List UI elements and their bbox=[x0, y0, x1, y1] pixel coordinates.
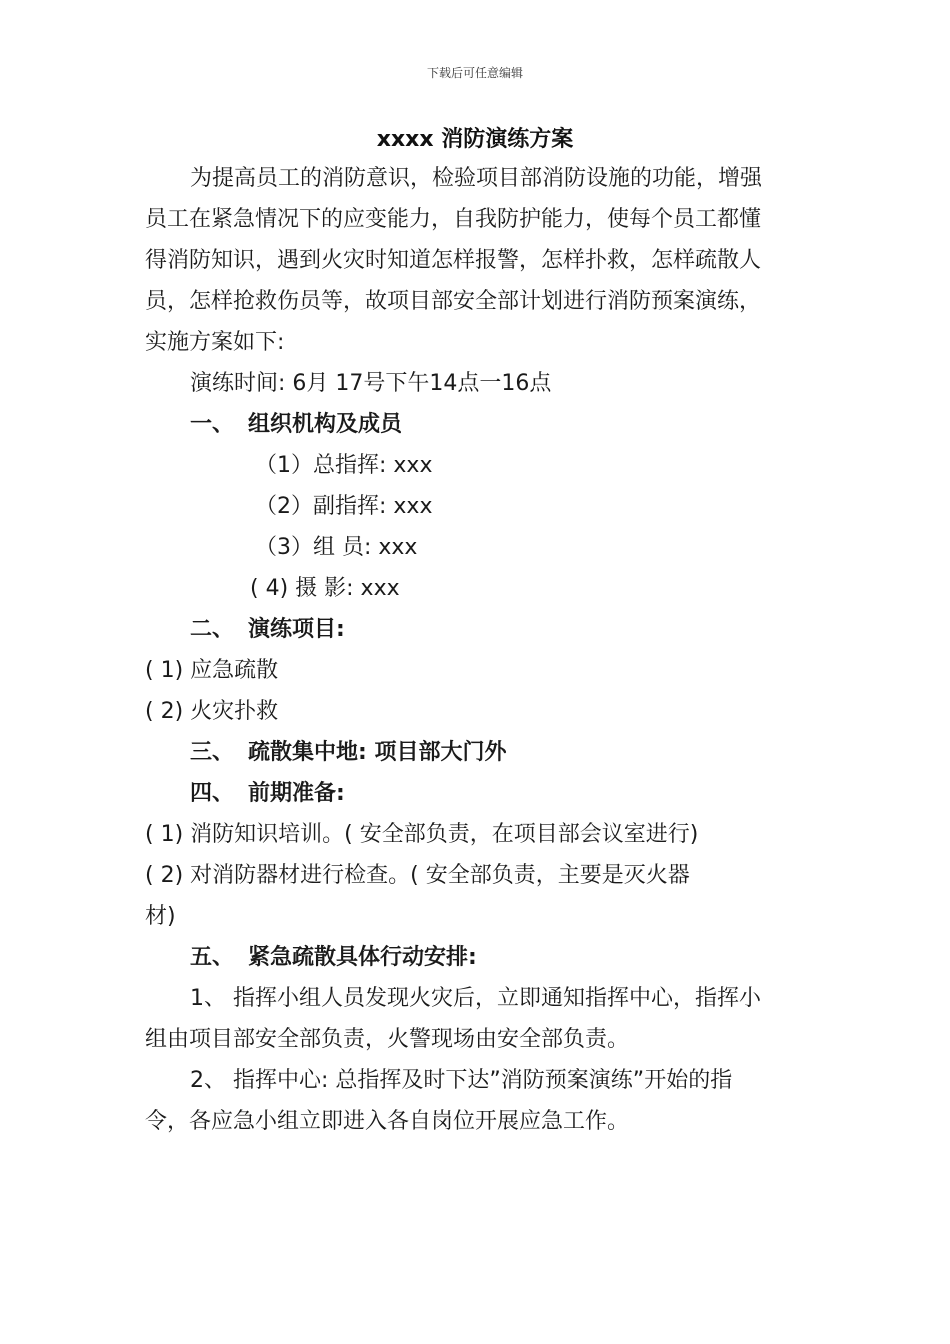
list-item: ( 2) 火灾扑救 bbox=[145, 699, 279, 724]
list-item-continuation: 材) bbox=[145, 904, 176, 929]
drill-time: 演练时间: 6月 17号下午14点一16点 bbox=[190, 371, 552, 396]
paragraph-line: 组由项目部安全部负责，火警现场由安全部负责。 bbox=[145, 1027, 630, 1052]
section-heading bbox=[145, 937, 810, 978]
paragraph-line: 1、 指挥小组人员发现火灾后，立即通知指挥中心，指挥小 bbox=[190, 986, 761, 1011]
list-item: ( 2) 对消防器材进行检查。( 安全部负责，主要是灭火器 bbox=[145, 863, 690, 888]
list-item: ( 4) 摄 影: xxx bbox=[250, 576, 400, 601]
intro-line: 员，怎样抢救伤员等，故项目部安全部计划进行消防预案演练， bbox=[145, 289, 762, 314]
section-title: 演练项目: bbox=[248, 617, 345, 642]
section-number: 四、 bbox=[190, 781, 235, 806]
intro-line: 为提高员工的消防意识，检验项目部消防设施的功能，增强 bbox=[190, 166, 763, 191]
section-number: 三、 bbox=[190, 740, 235, 765]
section-title: 前期准备: bbox=[248, 781, 345, 806]
list-item: （1）总指挥: xxx bbox=[255, 453, 433, 478]
document-title: xxxx 消防演练方案 bbox=[376, 127, 574, 152]
page-header-note: 下载后可任意编辑 bbox=[426, 66, 523, 80]
section-number: 五、 bbox=[190, 945, 235, 970]
list-item: （3）组 员: xxx bbox=[255, 535, 418, 560]
list-item: （2）副指挥: xxx bbox=[255, 494, 433, 519]
section-title: 紧急疏散具体行动安排: bbox=[248, 945, 477, 970]
section-heading bbox=[145, 773, 810, 814]
list-item: ( 1) 应急疏散 bbox=[145, 658, 279, 683]
paragraph-line: 令，各应急小组立即进入各自岗位开展应急工作。 bbox=[145, 1109, 630, 1134]
document-body bbox=[145, 158, 810, 1142]
section-title: 组织机构及成员 bbox=[248, 412, 403, 437]
paragraph-line: 2、 指挥中心: 总指挥及时下达”消防预案演练”开始的指 bbox=[190, 1068, 733, 1093]
section-title: 疏散集中地: 项目部大门外 bbox=[248, 740, 507, 765]
section-heading bbox=[145, 609, 810, 650]
intro-line: 员工在紧急情况下的应变能力，自我防护能力，使每个员工都懂 bbox=[145, 207, 762, 232]
section-heading bbox=[145, 404, 810, 445]
intro-line: 得消防知识，遇到火灾时知道怎样报警，怎样扑救，怎样疏散人 bbox=[145, 248, 762, 273]
section-heading bbox=[145, 732, 810, 773]
intro-line: 实施方案如下: bbox=[145, 330, 285, 355]
section-number: 二、 bbox=[190, 617, 235, 642]
list-item: ( 1) 消防知识培训。( 安全部负责，在项目部会议室进行) bbox=[145, 822, 699, 847]
section-number: 一、 bbox=[190, 412, 235, 437]
